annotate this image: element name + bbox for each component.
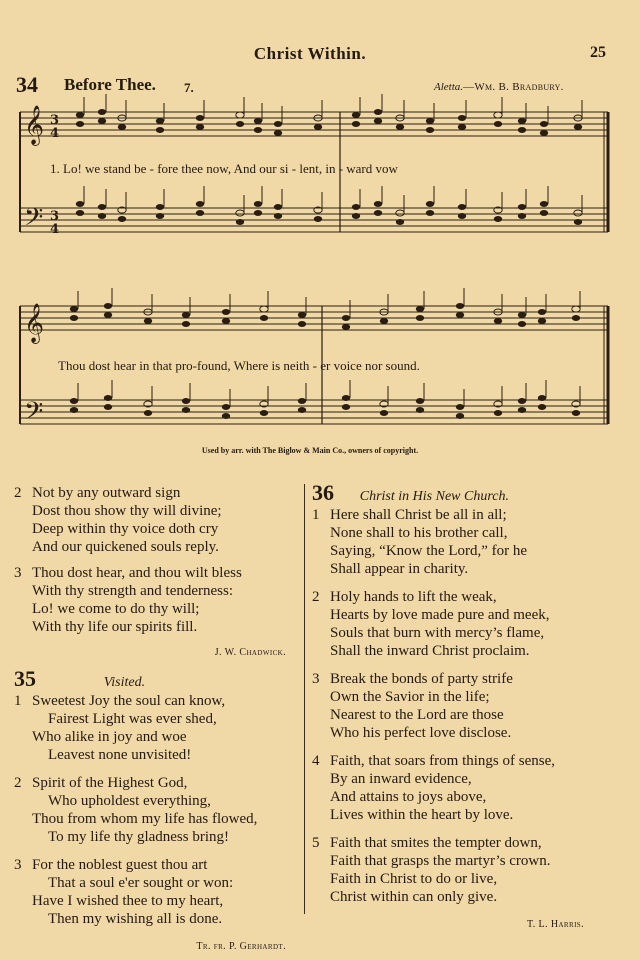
lyrics-line-2: Thou dost hear in that pro-found, Where is neith - er voice nor sound.: [58, 358, 420, 373]
verse-text: Souls that burn with mercy’s flame,: [330, 625, 545, 641]
note-head: [538, 404, 546, 410]
note-head: [518, 118, 526, 124]
hymn-35-title: Visited.: [103, 675, 146, 690]
note-head: [98, 118, 106, 124]
note-head: [538, 309, 546, 315]
verse-text: Faith that grasps the martyr’s crown.: [330, 853, 551, 869]
bass-clef-icon: 𝄢: [24, 203, 44, 238]
verse-text: Deep within thy voice doth cry: [32, 521, 219, 537]
note-head: [156, 204, 164, 210]
verse-text: Own the Savior in the life;: [330, 689, 490, 705]
note-head: [352, 121, 360, 127]
note-head: [396, 210, 404, 216]
verse-text: By an inward evidence,: [330, 771, 472, 787]
note-head: [342, 395, 350, 401]
note-head: [104, 395, 112, 401]
verse-line: [14, 564, 300, 582]
note-head: [236, 112, 244, 118]
verse: [312, 834, 608, 906]
note-head: [70, 315, 78, 321]
note-head: [396, 219, 404, 225]
verse: [14, 692, 300, 764]
note-head: [222, 309, 230, 315]
verse: [14, 564, 300, 636]
verse-text: Spirit of the Highest God,: [32, 775, 188, 791]
hymn-34-title: Before Thee.: [64, 75, 156, 94]
note-head: [118, 124, 126, 130]
verse-line: [312, 606, 608, 624]
note-head: [144, 318, 152, 324]
note-head: [458, 124, 466, 130]
verse-line: [312, 560, 608, 578]
page-title: Christ Within.: [253, 44, 367, 63]
verse-text: Faith that smites the tempter down,: [330, 835, 542, 851]
note-head: [572, 315, 580, 321]
note-head: [494, 410, 502, 416]
note-head: [274, 130, 282, 136]
note-head: [254, 210, 262, 216]
note-head: [494, 112, 502, 118]
verse-line: [312, 788, 608, 806]
note-head: [260, 410, 268, 416]
note-head: [352, 213, 360, 219]
verse-line: [14, 618, 300, 636]
verse-text: Who upholdest everything,: [48, 793, 211, 809]
note-head: [574, 219, 582, 225]
verse-number: 5: [312, 835, 320, 851]
verse-line: [312, 542, 608, 560]
verse-text: With thy life our spirits fill.: [32, 619, 198, 635]
note-head: [494, 121, 502, 127]
note-head: [260, 306, 268, 312]
verse-text: For the noblest guest thou art: [32, 857, 208, 873]
verse: [312, 506, 608, 578]
column-divider: [304, 484, 305, 914]
note-head: [518, 127, 526, 133]
note-head: [314, 216, 322, 222]
note-head: [298, 321, 306, 327]
verse-line: [14, 520, 300, 538]
note-head: [426, 210, 434, 216]
note-head: [540, 121, 548, 127]
verse-line: [312, 524, 608, 542]
verse-text: And attains to joys above,: [330, 789, 487, 805]
note-head: [76, 210, 84, 216]
note-head: [182, 312, 190, 318]
verse-text: Not by any outward sign: [32, 485, 181, 501]
note-head: [456, 404, 464, 410]
note-head: [456, 312, 464, 318]
verse-text: Break the bonds of party strife: [330, 671, 513, 687]
note-head: [518, 204, 526, 210]
clefs: [24, 105, 44, 432]
note-head: [196, 124, 204, 130]
note-head: [538, 395, 546, 401]
note-head: [426, 118, 434, 124]
verse-text: Hearts by love made pure and meek,: [330, 607, 550, 623]
verse-text: Christ within can only give.: [330, 889, 498, 905]
note-head: [254, 201, 262, 207]
verse-number: 4: [312, 753, 320, 769]
note-head: [298, 407, 306, 413]
note-head: [426, 127, 434, 133]
hymn-36-verses: [312, 506, 608, 906]
note-head: [572, 410, 580, 416]
note-head: [254, 118, 262, 124]
verse-line: [312, 834, 608, 852]
verse: [14, 856, 300, 928]
verse-text: Fairest Light was ever shed,: [48, 711, 217, 727]
note-head: [76, 201, 84, 207]
verse-text: Who alike in joy and woe: [32, 729, 187, 745]
verse-line: [312, 752, 608, 770]
verse-line: [312, 588, 608, 606]
page-number: 25: [590, 44, 606, 61]
note-head: [540, 130, 548, 136]
note-head: [572, 306, 580, 312]
verse-line: [312, 806, 608, 824]
verse-line: [14, 746, 300, 764]
note-head: [156, 118, 164, 124]
note-head: [222, 318, 230, 324]
note-head: [380, 318, 388, 324]
verse-text: Then my wishing all is done.: [48, 911, 223, 927]
verse-text: Saying, “Know the Lord,” for he: [330, 543, 528, 559]
verse-text: Holy hands to lift the weak,: [330, 589, 497, 605]
verse-text: Shall the inward Christ proclaim.: [330, 643, 530, 659]
verse-text: Shall appear in charity.: [330, 561, 469, 577]
verse-line: [14, 692, 300, 710]
verse-line: [312, 888, 608, 906]
note-head: [518, 312, 526, 318]
note-head: [416, 398, 424, 404]
note-head: [314, 124, 322, 130]
verse-text: Sweetest Joy the soul can know,: [32, 693, 226, 709]
hymn-36-number: 36: [312, 480, 334, 505]
note-head: [156, 213, 164, 219]
verse-number: 3: [14, 857, 22, 873]
note-head: [70, 398, 78, 404]
verse-line: [14, 792, 300, 810]
lyrics-line-1: 1. Lo! we stand be - fore thee now, And our si - lent, in - ward vow: [50, 161, 398, 176]
note-head: [416, 407, 424, 413]
verse-text: Nearest to the Lord are those: [330, 707, 504, 723]
note-head: [98, 204, 106, 210]
verse-line: [14, 828, 300, 846]
tune-composer: —Wm. B. Bradbury.: [463, 81, 564, 93]
hymn-36-title: Christ in His New Church.: [359, 489, 509, 504]
note-head: [538, 318, 546, 324]
time-sig-bottom: 4: [50, 126, 60, 141]
verse-text: Lives within the heart by love.: [330, 807, 514, 823]
verse-text: Thou dost hear, and thou wilt bless: [32, 565, 242, 581]
verse-line: [14, 810, 300, 828]
verse-line: [14, 582, 300, 600]
note-head: [254, 127, 262, 133]
note-head: [222, 413, 230, 419]
note-head: [518, 321, 526, 327]
note-head: [374, 210, 382, 216]
verse-text: Who his perfect love disclose.: [330, 725, 512, 741]
verse-text: Dost thou show thy will divine;: [32, 503, 222, 519]
hymn-36-author: T. L. Harris.: [526, 919, 584, 930]
verse-text: With thy strength and tenderness:: [32, 583, 234, 599]
note-head: [416, 315, 424, 321]
note-head: [456, 413, 464, 419]
verse-line: [14, 774, 300, 792]
verse-line: [312, 624, 608, 642]
note-head: [182, 407, 190, 413]
time-sig-bottom: 4: [50, 222, 60, 237]
note-head: [494, 216, 502, 222]
verse-line: [312, 724, 608, 742]
note-head: [380, 410, 388, 416]
note-head: [274, 213, 282, 219]
note-head: [540, 210, 548, 216]
music-score: [0, 0, 640, 460]
note-head: [70, 306, 78, 312]
note-head: [118, 216, 126, 222]
note-head: [396, 124, 404, 130]
note-head: [352, 204, 360, 210]
verse-line: [14, 874, 300, 892]
note-head: [182, 398, 190, 404]
note-head: [260, 315, 268, 321]
verse-text: Lo! we come to do thy will;: [32, 601, 200, 617]
note-head: [374, 109, 382, 115]
bass-clef-icon: 𝄢: [24, 397, 44, 432]
staff-lines: [20, 112, 608, 424]
note-head: [196, 210, 204, 216]
verse-line: [14, 710, 300, 728]
note-head: [274, 121, 282, 127]
tune-name: Aletta.: [434, 81, 464, 93]
note-head: [458, 213, 466, 219]
treble-clef-icon: 𝄞: [24, 303, 45, 343]
note-head: [540, 201, 548, 207]
verse-text: To my life thy gladness bring!: [48, 829, 230, 845]
note-head: [182, 321, 190, 327]
hymn-34-author: J. W. Chadwick.: [214, 647, 286, 658]
verse-number: 2: [14, 485, 22, 501]
hymn-35-number: 35: [14, 666, 36, 691]
note-head: [456, 303, 464, 309]
time-sig-top: 3: [50, 113, 60, 128]
copyright-credit: Used by arr. with The Biglow & Main Co., owners of copyright.: [201, 446, 419, 455]
note-head: [236, 121, 244, 127]
note-head: [98, 213, 106, 219]
note-head: [494, 318, 502, 324]
note-head: [76, 112, 84, 118]
verse-text: Faith in Christ to do or live,: [330, 871, 498, 887]
note-head: [374, 201, 382, 207]
verse-text: Faith, that soars from things of sense,: [330, 753, 555, 769]
note-head: [196, 115, 204, 121]
note-head: [104, 303, 112, 309]
verse-number: 3: [312, 671, 320, 687]
note-head: [222, 404, 230, 410]
note-head: [196, 201, 204, 207]
note-head: [416, 306, 424, 312]
note-head: [458, 115, 466, 121]
verse: [312, 588, 608, 660]
verse: [14, 484, 300, 556]
verse-line: [14, 538, 300, 556]
hymn-34-meter: 7.: [184, 80, 194, 95]
note-head: [104, 312, 112, 318]
verse-line: [312, 688, 608, 706]
note-head: [98, 109, 106, 115]
verse-line: [14, 892, 300, 910]
verse-line: [14, 484, 300, 502]
note-head: [518, 407, 526, 413]
note-head: [574, 124, 582, 130]
note-head: [426, 201, 434, 207]
verse-number: 3: [14, 565, 22, 581]
verse: [312, 670, 608, 742]
verse-line: [14, 856, 300, 874]
verse-number: 2: [14, 775, 22, 791]
note-head: [574, 210, 582, 216]
verse-line: [14, 910, 300, 928]
note-head: [518, 398, 526, 404]
note-head: [342, 324, 350, 330]
verse-number: 1: [14, 693, 22, 709]
hymn-35-verses: [14, 692, 300, 928]
note-head: [374, 118, 382, 124]
note-head: [458, 204, 466, 210]
note-head: [518, 213, 526, 219]
note-head: [76, 121, 84, 127]
note-head: [298, 312, 306, 318]
verse-line: [312, 706, 608, 724]
verse-number: 2: [312, 589, 320, 605]
verse-line: [14, 502, 300, 520]
verse-line: [14, 728, 300, 746]
note-head: [342, 404, 350, 410]
verse-line: [14, 600, 300, 618]
verse-line: [312, 642, 608, 660]
verse-text: And our quickened souls reply.: [32, 539, 219, 555]
verse-text: None shall to his brother call,: [330, 525, 508, 541]
hymn-34-verses: [14, 484, 300, 636]
verse-text: Have I wished thee to my heart,: [32, 893, 224, 909]
note-head: [156, 127, 164, 133]
note-head: [144, 410, 152, 416]
verse: [14, 774, 300, 846]
note-head: [298, 398, 306, 404]
treble-clef-icon: 𝄞: [24, 105, 45, 145]
verse-line: [312, 770, 608, 788]
hymn-34-number: 34: [16, 72, 38, 97]
note-head: [342, 315, 350, 321]
note-head: [236, 210, 244, 216]
verse-line: [312, 670, 608, 688]
hymn-35-author: Tr. fr. P. Gerhardt.: [196, 941, 286, 952]
verse: [312, 752, 608, 824]
note-head: [352, 112, 360, 118]
verse-text: That a soul e'er sought or won:: [48, 875, 234, 891]
note-head: [274, 204, 282, 210]
note-head: [104, 404, 112, 410]
verse-text: Here shall Christ be all in all;: [330, 507, 507, 523]
note-head: [70, 407, 78, 413]
right-column: [312, 480, 608, 934]
time-sig-top: 3: [50, 209, 60, 224]
verse-number: 1: [312, 507, 320, 523]
verse-line: [312, 852, 608, 870]
verse-line: [312, 506, 608, 524]
verse-text: Thou from whom my life has flowed,: [32, 811, 258, 827]
verse-line: [312, 870, 608, 888]
note-head: [236, 219, 244, 225]
verse-text: Leavest none unvisited!: [48, 747, 192, 763]
left-column: [14, 484, 300, 956]
